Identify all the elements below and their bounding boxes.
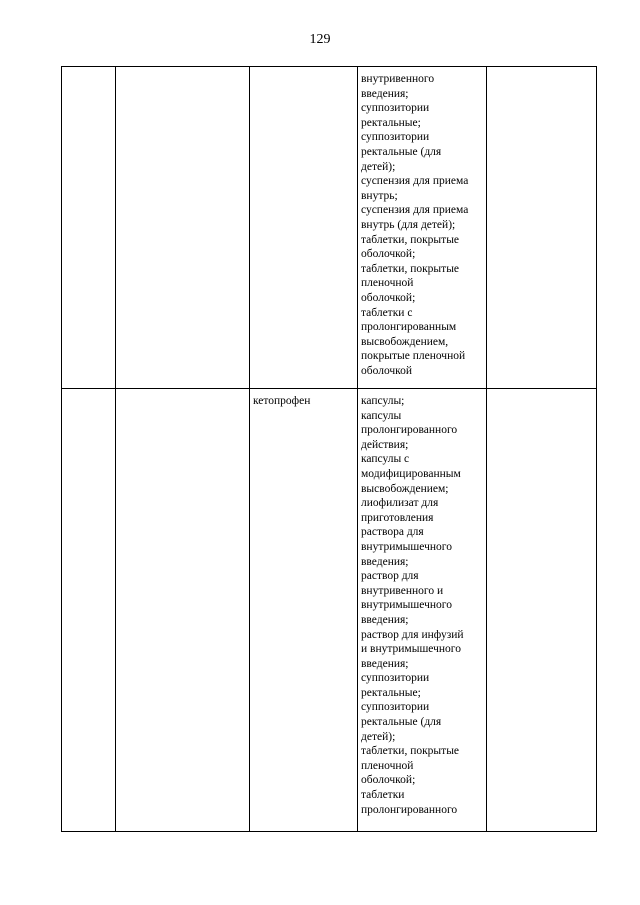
dosage-forms-cell (358, 389, 487, 832)
note-cell (487, 389, 597, 832)
dosage-form-line: таблетки, покрытые (361, 233, 460, 246)
dosage-form-line: пролонгированным (361, 321, 457, 334)
dosage-form-line: ректальные; (361, 686, 421, 699)
dosage-form-line: высвобождением, (361, 335, 449, 348)
dosage-form-line: введения; (361, 87, 409, 100)
dosage-form-line: раствора для (361, 526, 424, 539)
dosage-form-line: суппозитории (361, 701, 430, 714)
dosage-form-line: ректальные (для (361, 145, 442, 158)
table-row (62, 389, 597, 832)
dosage-form-line: внутривенного (361, 73, 435, 85)
drug-name-cell (250, 67, 358, 389)
dosage-form-line: внутрь; (361, 189, 398, 202)
dosage-form-line: капсулы с (361, 453, 410, 466)
dosage-form-line: покрытые пленочной (361, 350, 466, 363)
dosage-form-line: действия; (361, 438, 409, 451)
dosage-form-line: ректальные (для (361, 716, 442, 729)
dosage-form-line: внутримышечного (361, 540, 452, 553)
dosage-form-line: детей); (361, 730, 396, 743)
dosage-form-line: оболочкой; (361, 774, 416, 787)
dosage-form-line: введения; (361, 555, 409, 568)
dosage-form-line: суппозитории (361, 131, 430, 144)
dosage-form-line: таблетки, покрытые (361, 262, 460, 275)
dosage-form-line: капсулы (361, 409, 402, 422)
dosage-form-line: таблетки с (361, 306, 413, 319)
dosage-form-line: высвобождением; (361, 482, 449, 495)
dosage-form-line: внутрь (для детей); (361, 218, 456, 231)
dosage-form-line: приготовления (361, 511, 434, 524)
dosage-form-line: суспензия для приема (361, 175, 469, 188)
dosage-form-line: введения; (361, 657, 409, 670)
dosage-form-line: и внутримышечного (361, 643, 461, 656)
drug-table (61, 66, 597, 832)
dosage-form-line: ректальные; (361, 116, 421, 129)
dosage-form-line: раствор для (361, 570, 419, 583)
dosage-form-line: раствор для инфузий (361, 628, 464, 641)
dosage-form-line: введения; (361, 613, 409, 626)
dosage-form-line: таблетки (361, 789, 405, 802)
atc-code-cell (62, 389, 116, 832)
dosage-form-line: внутривенного и (361, 584, 444, 597)
dosage-form-line: лиофилизат для (361, 497, 439, 510)
dosage-forms-cell (358, 67, 487, 389)
dosage-form-line: внутримышечного (361, 599, 452, 612)
dosage-form-line: суппозитории (361, 102, 430, 115)
dosage-form-line: пленочной (361, 759, 414, 772)
atc-code-cell (62, 67, 116, 389)
dosage-form-line: пролонгированного (361, 803, 458, 816)
pharmacological-group-cell (116, 389, 250, 832)
dosage-form-line: оболочкой; (361, 291, 416, 304)
dosage-form-line: таблетки, покрытые (361, 745, 460, 758)
note-cell (487, 67, 597, 389)
dosage-form-line: оболочкой (361, 364, 413, 377)
dosage-form-line: модифицированным (361, 467, 461, 480)
dosage-form-line: детей); (361, 160, 396, 173)
pharmacological-group-cell (116, 67, 250, 389)
table-row (62, 67, 597, 389)
table-body (62, 67, 597, 832)
dosage-form-line: пролонгированного (361, 424, 458, 437)
drug-name-cell: кетопрофен (250, 389, 358, 832)
page-number: 129 (309, 32, 331, 47)
dosage-form-line: капсулы; (361, 395, 405, 407)
dosage-form-line: пленочной (361, 277, 414, 290)
dosage-form-line: суспензия для приема (361, 204, 469, 217)
dosage-form-line: суппозитории (361, 672, 430, 685)
dosage-form-line: оболочкой; (361, 248, 416, 261)
